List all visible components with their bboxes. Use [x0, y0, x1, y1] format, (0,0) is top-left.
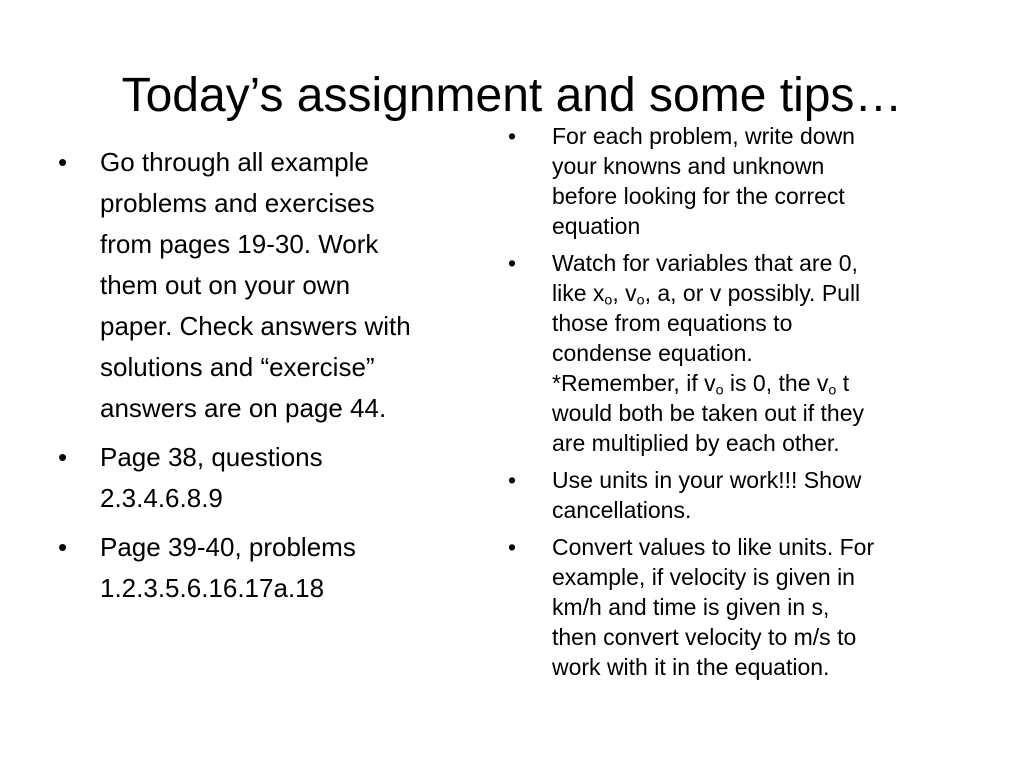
text-line: Page 38, questions — [100, 442, 323, 472]
text-line: example, if velocity is given in — [552, 564, 855, 590]
text-line: Watch for variables that are 0, — [552, 250, 858, 276]
text-line: Convert values to like units. For — [552, 534, 875, 560]
text-run: t — [836, 370, 850, 396]
text-line: Use units in your work!!! Show — [552, 467, 862, 493]
text-line: km/h and time is given in s, — [552, 594, 830, 620]
text-line: are multiplied by each other. — [552, 430, 840, 456]
text-line: For each problem, write down — [552, 123, 855, 149]
text-run: *Remember, if v — [552, 370, 716, 396]
text-line: your knowns and unknown — [552, 153, 825, 179]
list-item — [508, 248, 978, 458]
list-item — [508, 121, 978, 241]
bullet-icon: • — [58, 442, 68, 472]
list-item — [508, 465, 978, 525]
text-line: them out on your own — [100, 270, 351, 300]
text-line: 1.2.3.5.6.16.17a.18 — [100, 573, 325, 603]
text-line: Page 39-40, problems — [100, 532, 356, 562]
text-run: like x — [552, 280, 605, 306]
slide-title: Today’s assignment and some tips… — [121, 69, 903, 122]
text-line: 2.3.4.6.8.9 — [100, 483, 223, 513]
text-run: , a, or v possibly. Pull — [644, 280, 861, 306]
bullet-icon: • — [58, 532, 68, 562]
text-line: condense equation. — [552, 340, 753, 366]
text-line: paper. Check answers with — [100, 311, 411, 341]
bullet-icon: • — [508, 534, 517, 560]
text-line: before looking for the correct — [552, 183, 845, 209]
list-item — [58, 437, 498, 519]
text-line: then convert velocity to m/s to — [552, 624, 857, 650]
subscript: o — [604, 292, 613, 309]
list-item — [508, 532, 978, 682]
text-line — [552, 278, 978, 308]
bullet-icon: • — [508, 250, 517, 276]
text-line: those from equations to — [552, 310, 793, 336]
bullet-icon: • — [508, 467, 517, 493]
subscript: o — [828, 382, 837, 399]
text-line: answers are on page 44. — [100, 393, 387, 423]
subscript: o — [715, 382, 724, 399]
left-bullet-list — [58, 142, 498, 609]
text-line: Go through all example — [100, 147, 369, 177]
list-item — [58, 527, 498, 609]
bullet-icon: • — [508, 123, 517, 149]
text-line: work with it in the equation. — [552, 654, 830, 680]
subscript: o — [636, 292, 645, 309]
text-line: cancellations. — [552, 497, 692, 523]
text-line: problems and exercises — [100, 188, 375, 218]
text-line: solutions and “exercise” — [100, 352, 375, 382]
text-line: equation — [552, 213, 641, 239]
text-run: , v — [612, 280, 637, 306]
text-line: from pages 19-30. Work — [100, 229, 379, 259]
text-line: would both be taken out if they — [552, 400, 864, 426]
text-run: is 0, the v — [723, 370, 829, 396]
text-line — [552, 368, 978, 398]
list-item — [58, 142, 498, 429]
right-bullet-list — [508, 121, 978, 682]
bullet-icon: • — [58, 147, 68, 177]
